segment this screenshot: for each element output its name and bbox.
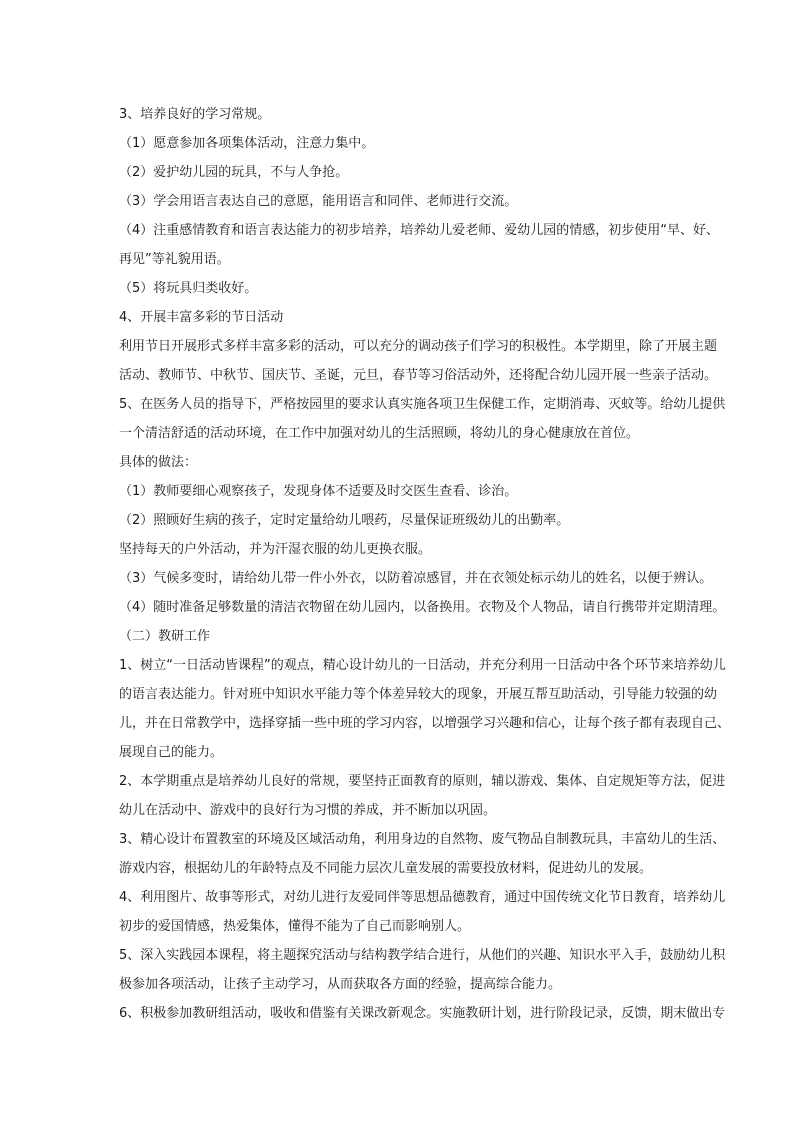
text-line: 活动、教师节、中秋节、国庆节、圣诞，元旦，春节等习俗活动外，还将配合幼儿园开展一些亲子活动。 <box>119 368 718 383</box>
text-line: （3）气候多变时，请给幼儿带一件小外衣，以防着凉感冒，并在衣领处标示幼儿的姓名，以便于辨认。 <box>119 571 713 586</box>
text-line: 坚持每天的户外活动，并为汗湿衣服的幼儿更换衣服。 <box>119 542 432 557</box>
text-line: 初步的爱国情感，热爱集体，懂得不能为了自己而影响别人。 <box>119 919 471 934</box>
text-line: 的语言表达能力。针对班中知识水平能力等个体差异较大的现象，开展互帮互助活动，引导能力较强的幼 <box>119 687 718 702</box>
text-line: 5、在医务人员的指导下，严格按园里的要求认真实施各项卫生保健工作，定期消毒、灭蚊等。给幼儿提供 <box>119 397 726 412</box>
text-line: （3）学会用语言表达自己的意愿，能用语言和同伴、老师进行交流。 <box>119 194 518 209</box>
text-line: 儿，并在日常教学中，选择穿插一些中班的学习内容，以增强学习兴趣和信心，让每个孩子都有表现自己、 <box>119 716 731 731</box>
text-line: （1）愿意参加各项集体活动，注意力集中。 <box>119 136 375 151</box>
text-line: 2、本学期重点是培养幼儿良好的常规，要坚持正面教育的原则，辅以游戏、集体、自定规矩等方法，促进 <box>119 774 726 789</box>
text-line: 极参加各项活动，让孩子主动学习，从而获取各方面的经验，提高综合能力。 <box>119 977 562 992</box>
text-line: 一个清洁舒适的活动环境，在工作中加强对幼儿的生活照顾，将幼儿的身心健康放在首位。 <box>119 426 640 441</box>
document-page <box>119 100 731 1028</box>
text-line: 6、积极参加教研组活动，吸收和借鉴有关课改新观念。实施教研计划，进行阶段记录，反馈，期末做出专 <box>119 1006 726 1021</box>
text-line: 游戏内容，根据幼儿的年龄特点及不同能力层次儿童发展的需要投放材料，促进幼儿的发展。 <box>119 861 653 876</box>
text-line: 5、深入实践园本课程，将主题探究活动与结构教学结合进行，从他们的兴趣、知识水平入手，鼓励幼儿积 <box>119 948 726 963</box>
text-line: 3、培养良好的学习常规。 <box>119 107 271 122</box>
text-line: （1）教师要细心观察孩子，发现身体不适要及时交医生查看、诊治。 <box>119 484 518 499</box>
text-line: （4）注重感情教育和语言表达能力的初步培养，培养幼儿爱老师、爱幼儿园的情感，初步使用“早、好、 <box>119 223 720 238</box>
text-line: 幼儿在活动中、游戏中的良好行为习惯的养成，并不断加以巩固。 <box>119 803 497 818</box>
text-line: 利用节日开展形式多样丰富多彩的活动，可以充分的调动孩子们学习的积极性。本学期里，除了开展主题 <box>119 339 718 354</box>
text-line: （4）随时准备足够数量的清洁衣物留在幼儿园内，以备换用。衣物及个人物品，请自行携带并定期清理。 <box>119 600 726 615</box>
text-line: 展现自己的能力。 <box>119 745 224 760</box>
text-line: （2）爱护幼儿园的玩具，不与人争抢。 <box>119 165 349 180</box>
text-line: 4、利用图片、故事等形式，对幼儿进行友爱同伴等思想品德教育，通过中国传统文化节日教育，培养幼儿 <box>119 890 726 905</box>
text-line: （5）将玩具归类收好。 <box>119 281 258 296</box>
text-line: 1、树立“一日活动皆课程”的观点，精心设计幼儿的一日活动，并充分利用一日活动中各个环节来培养幼儿 <box>119 658 726 673</box>
text-line: （二）教研工作 <box>119 629 211 644</box>
text-line: 3、精心设计布置教室的环境及区域活动角，利用身边的自然物、废气物品自制教玩具，丰富幼儿的生活、 <box>119 832 726 847</box>
text-line: （2）照顾好生病的孩子，定时定量给幼儿喂药，尽量保证班级幼儿的出勤率。 <box>119 513 570 528</box>
text-line: 再见”等礼貌用语。 <box>119 252 230 267</box>
text-line: 具体的做法： <box>119 455 198 470</box>
text-line: 4、开展丰富多彩的节日活动 <box>119 310 284 325</box>
